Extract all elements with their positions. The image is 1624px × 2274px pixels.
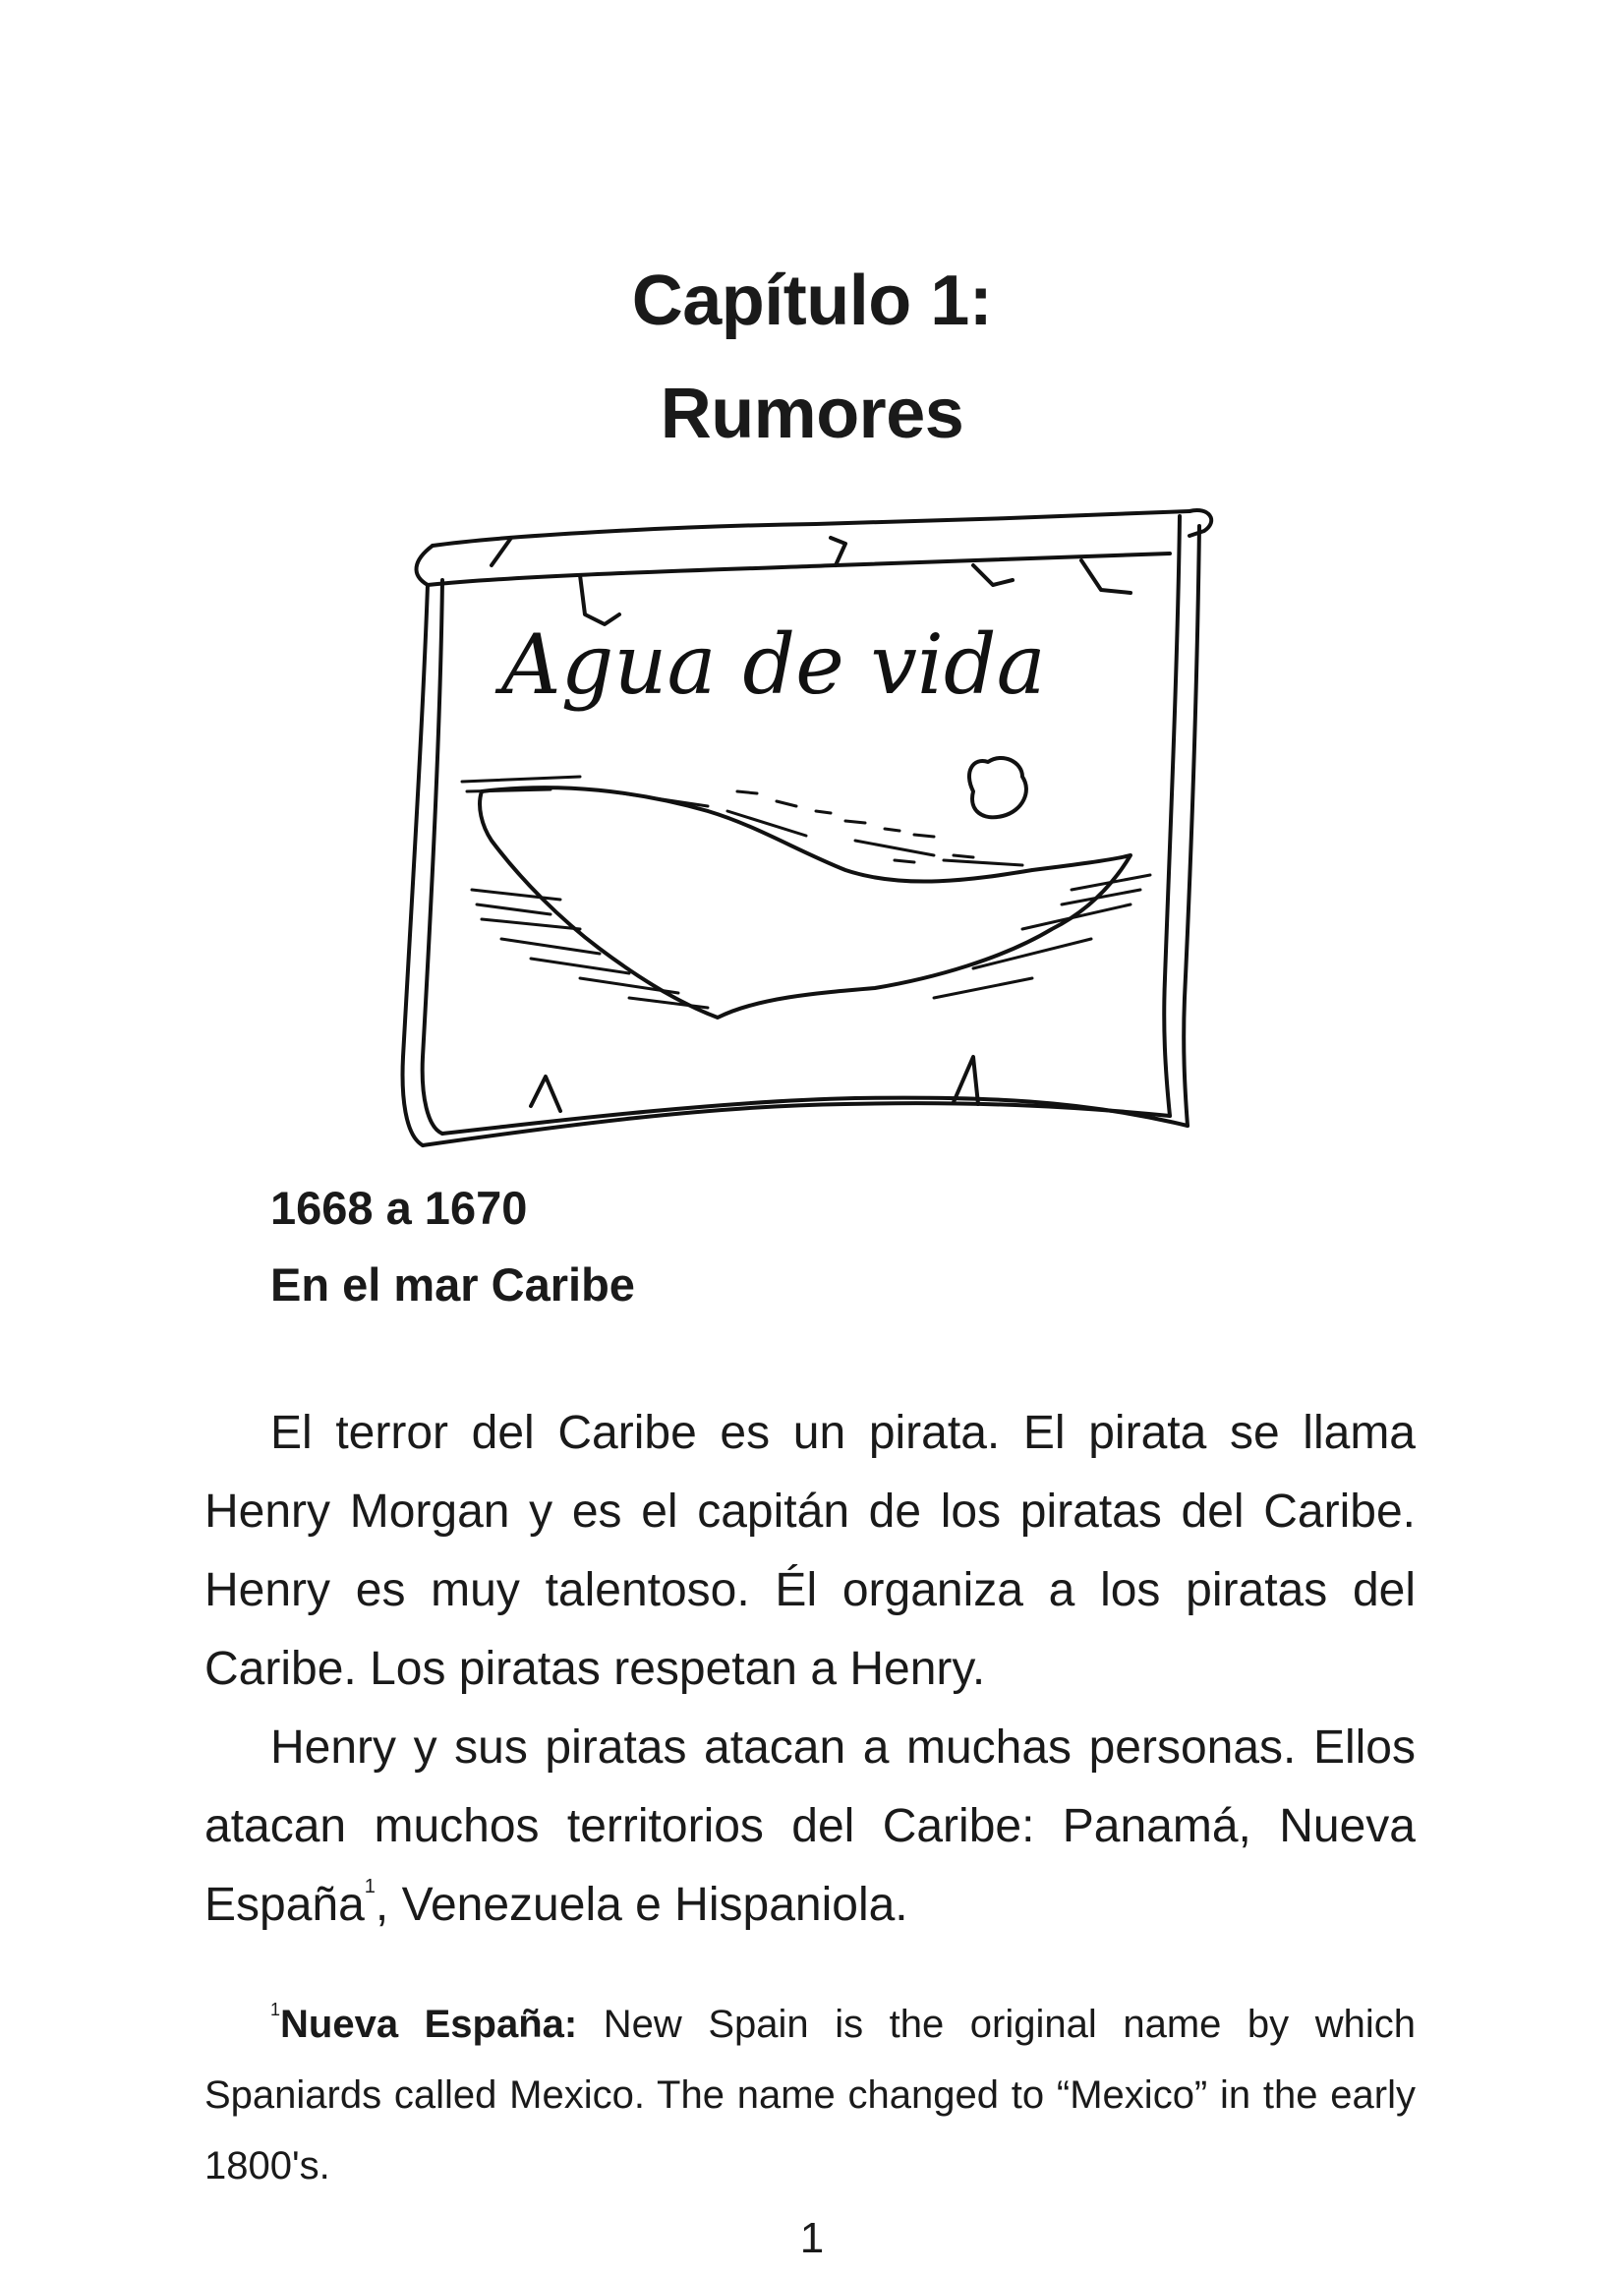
setting-dates: 1668 a 1670 (270, 1182, 528, 1234)
footnote-term: Nueva España: (280, 2003, 578, 2046)
paragraph: El terror del Caribe es un pirata. El pirata se llama Henry Morgan y es el capitán de los piratas del Caribe. Henry es muy talentoso. Él organiza a los piratas del Caribe. Los piratas respetan a Henry. (204, 1407, 1416, 1695)
footnote-text: New Spain is the original name by which Spaniards called Mexico. The name changed to “Mexico” in the early 1800's. (204, 2003, 1416, 2187)
chapter-body (204, 1394, 1416, 1945)
treasure-map-scroll-drawing (383, 467, 1229, 1155)
setting-place: En el mar Caribe (270, 1258, 635, 1311)
page-number: 1 (799, 2214, 825, 2262)
map-caption: Agua de vida (501, 616, 1046, 713)
footnote-reference[interactable]: 1 (364, 1876, 376, 1897)
footnote (204, 1989, 1416, 2201)
footnote-number: 1 (270, 2000, 281, 2019)
paragraph: Henry y sus piratas atacan a muchas personas. Ellos atacan muchos territorios del Caribe: Panamá, Nueva España$^1$, Venezuela e Hispaniola. (204, 1721, 1416, 1931)
chapter-title: Capítulo 1: (631, 262, 993, 340)
chapter-subtitle: Rumores (660, 375, 964, 453)
